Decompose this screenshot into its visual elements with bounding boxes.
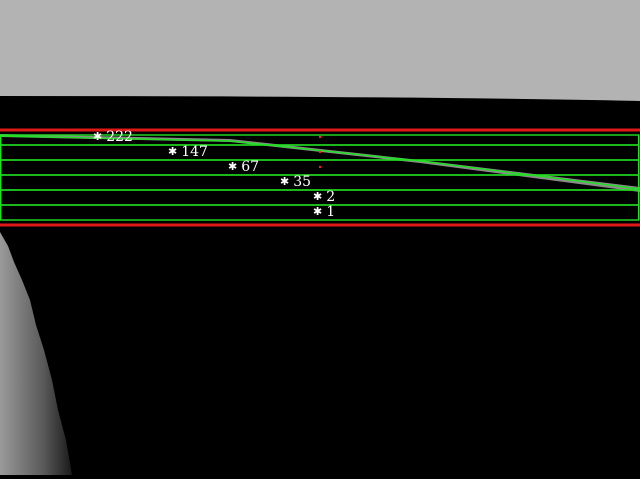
band-value: 35 bbox=[293, 174, 312, 190]
asterisk-marker-icon: ✱ bbox=[313, 190, 323, 203]
asterisk-marker-icon: ✱ bbox=[168, 145, 178, 158]
center-marker bbox=[319, 136, 321, 138]
band-label-222 bbox=[93, 130, 133, 145]
band-value: 2 bbox=[326, 189, 336, 205]
center-marker bbox=[319, 151, 321, 153]
band-label-2 bbox=[313, 190, 335, 205]
sky-region bbox=[0, 0, 640, 101]
band-value: 1 bbox=[326, 204, 336, 220]
center-marker bbox=[319, 166, 321, 168]
center-markers bbox=[319, 136, 321, 168]
band-value: 67 bbox=[241, 159, 260, 175]
band-label-147 bbox=[168, 145, 208, 160]
band-value: 222 bbox=[106, 129, 133, 145]
asterisk-marker-icon: ✱ bbox=[228, 160, 238, 173]
band-value: 147 bbox=[181, 144, 208, 160]
band-label-35 bbox=[280, 175, 311, 190]
asterisk-marker-icon: ✱ bbox=[313, 205, 323, 218]
band-label-1 bbox=[313, 205, 335, 220]
asterisk-marker-icon: ✱ bbox=[280, 175, 290, 188]
left-rock-region bbox=[0, 232, 72, 475]
asterisk-marker-icon: ✱ bbox=[93, 130, 103, 143]
band-label-67 bbox=[228, 160, 259, 175]
